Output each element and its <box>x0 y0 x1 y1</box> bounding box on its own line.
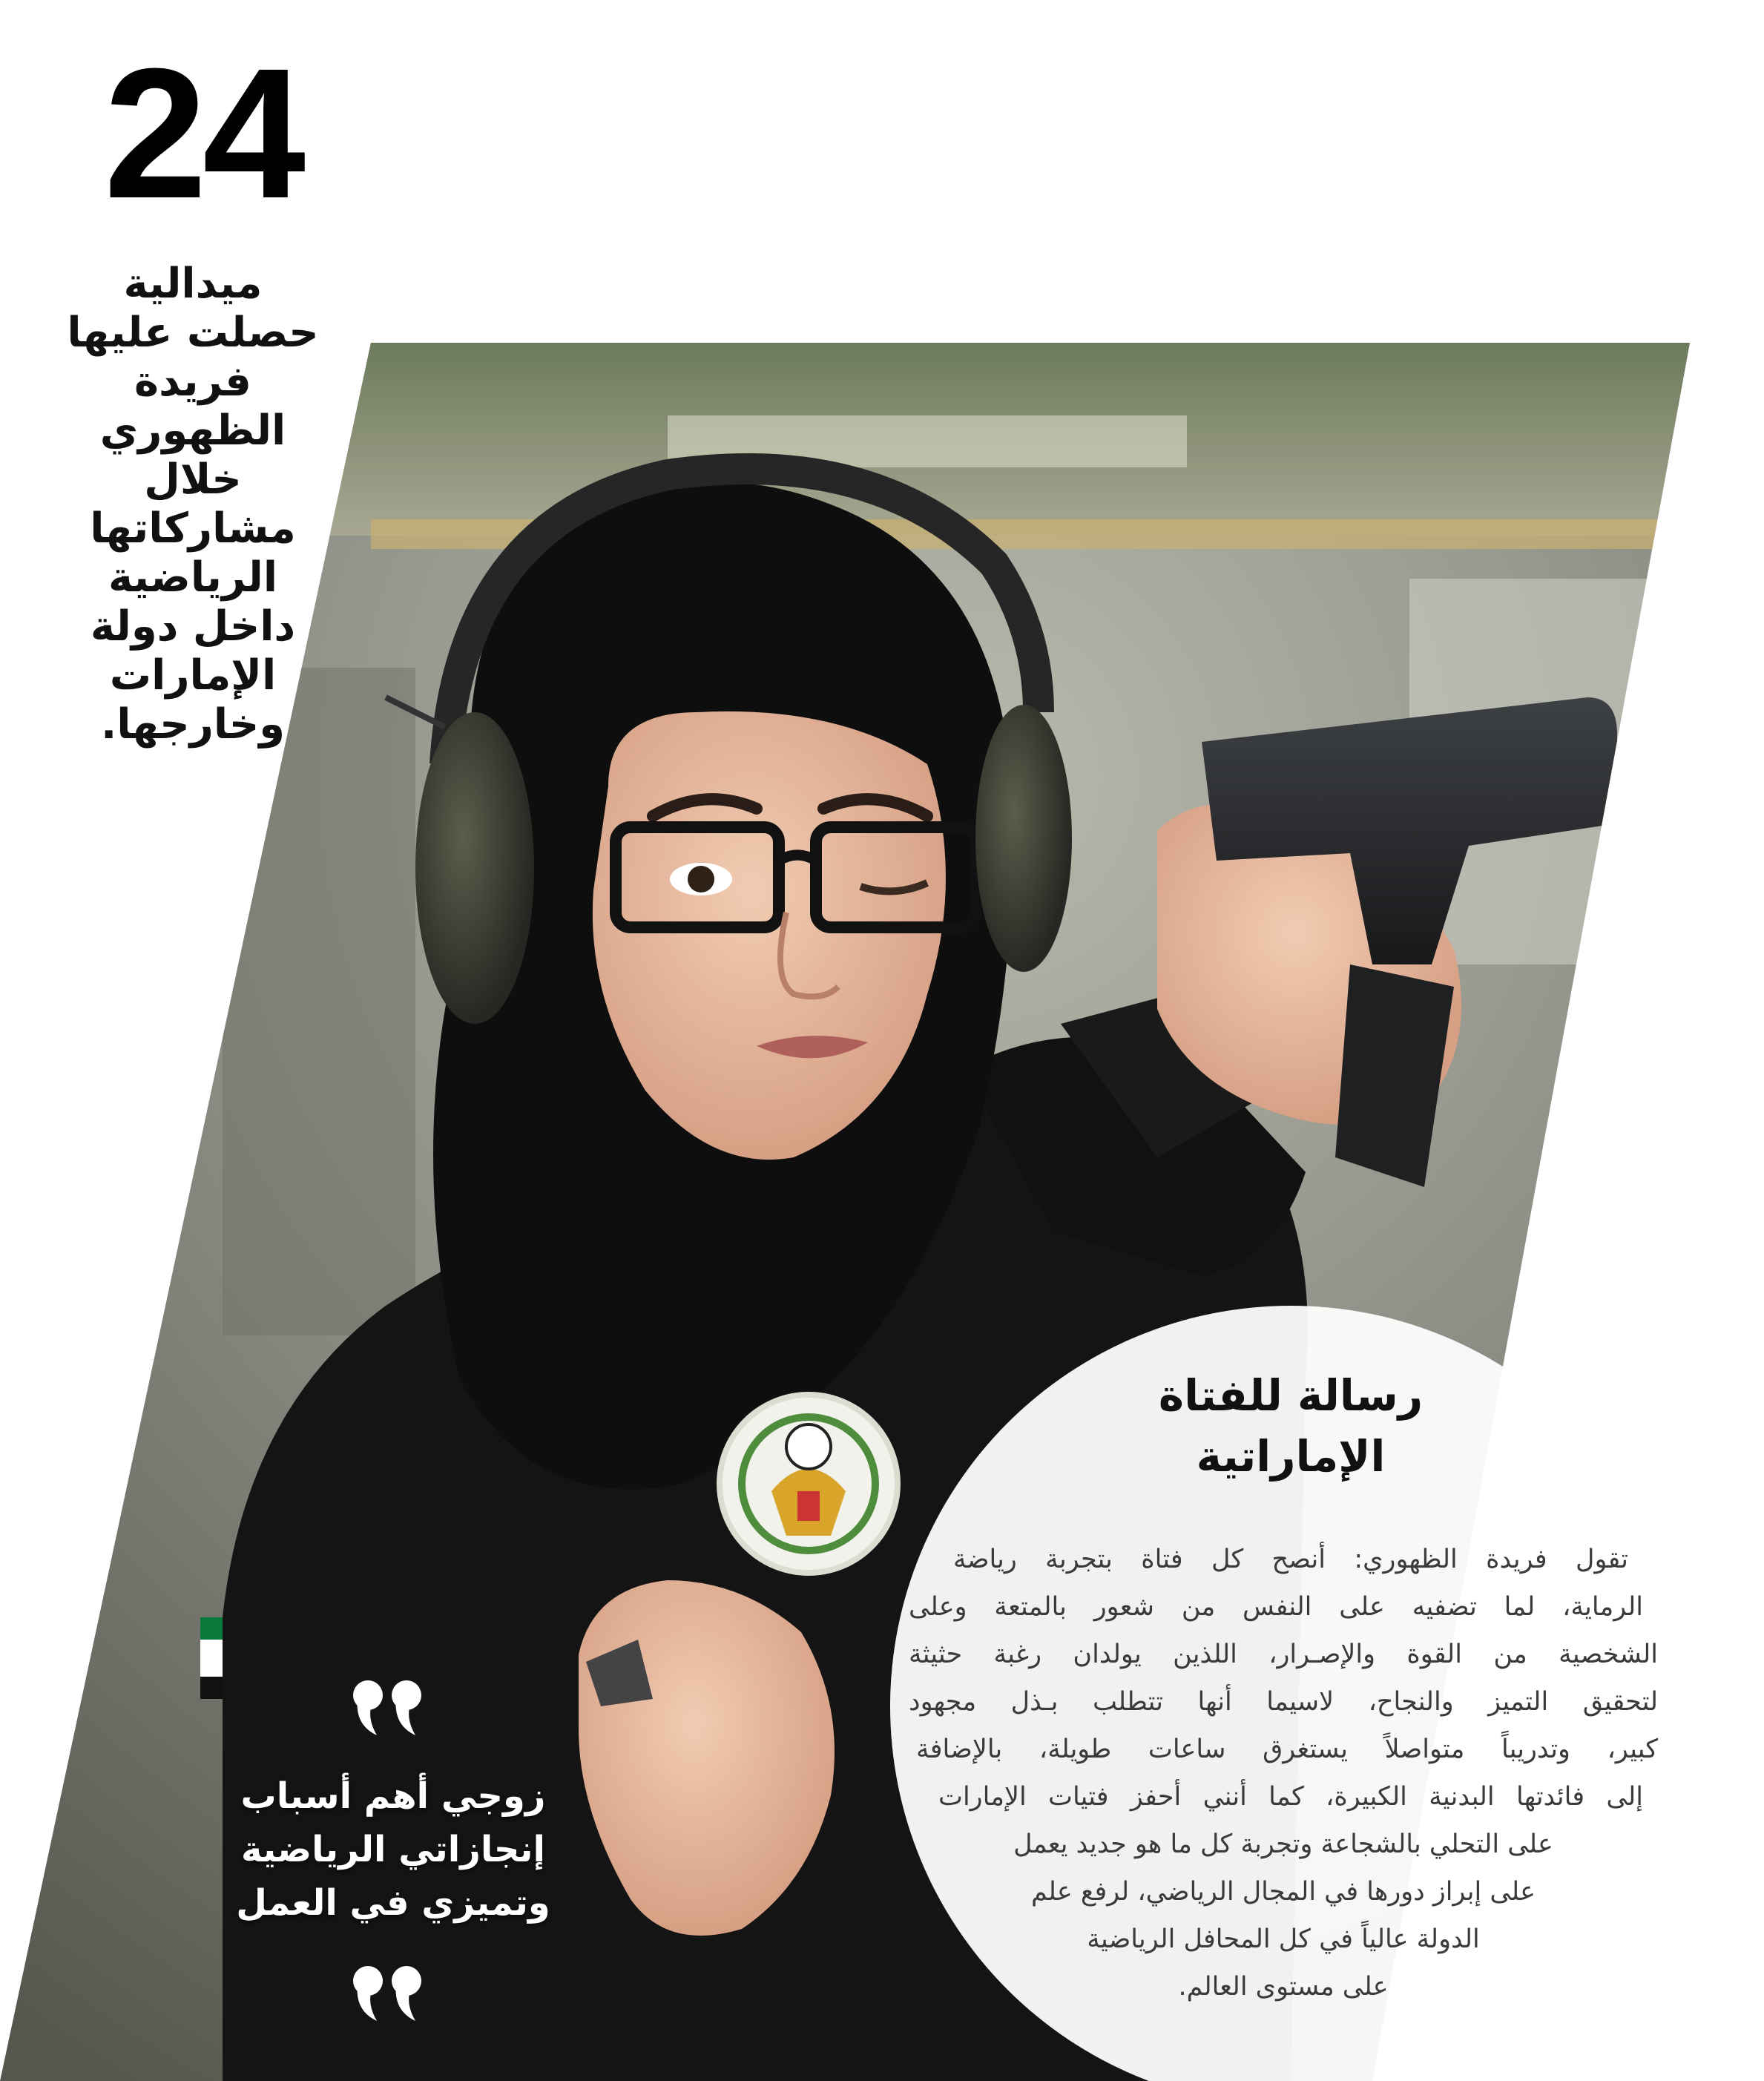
sidebar-body <box>909 1536 1658 2011</box>
sidebar-line: لتحقيق التميز والنجاح، لاسيما أنها تتطلب بـذل مجهود <box>909 1687 1658 1717</box>
sidebar-line: على إبراز دورها في المجال الرياضي، لرفع علم <box>1030 1877 1536 1907</box>
sidebar-line: كبير، وتدريباً متواصلاً يستغرق ساعات طويلة، بالإضافة <box>916 1735 1658 1764</box>
sidebar-line: الدولة عالياً في كل المحافل الرياضية <box>1087 1924 1480 1954</box>
sidebar-line: على مستوى العالم. <box>1178 1972 1389 2002</box>
sidebar-title: رسالة للفتاة الإماراتية <box>1158 1370 1424 1482</box>
stat-caption: ميدالية حصلت عليها فريدة الظهوري خلال مشاركاتها الرياضية داخل دولة الإمارات وخارجها. <box>67 260 319 749</box>
quote-close-icon <box>347 1959 429 2025</box>
stat-number: 24 <box>104 30 302 237</box>
sidebar-line: الرماية، لما تضفيه على النفس من شعور بالمتعة وعلى <box>909 1592 1643 1622</box>
sidebar-line: إلى فائدتها البدنية الكبيرة، كما أنني أحفز فتيات الإمارات <box>938 1782 1643 1812</box>
pull-quote: زوجي أهم أسباب إنجازاتي الرياضية وتميزي في العمل <box>236 1775 550 1924</box>
sidebar-line: تقول فريدة الظهوري: أنصح كل فتاة بتجربة رياضة <box>953 1545 1628 1574</box>
quote-open-icon <box>347 1673 429 1740</box>
sidebar-line: الشخصية من القوة والإصـرار، اللذين يولدان رغبة حثيثة <box>909 1640 1658 1669</box>
sidebar-line: على التحلي بالشجاعة وتجربة كل ما هو جديد يعمل <box>1013 1829 1553 1859</box>
